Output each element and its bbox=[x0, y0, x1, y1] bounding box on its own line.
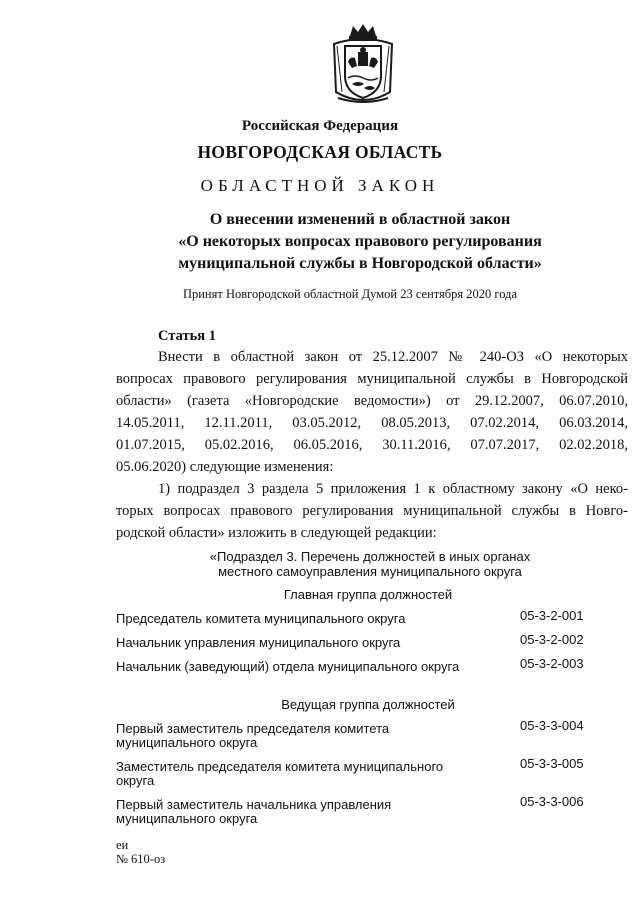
federation-heading: Российская Федерация bbox=[241, 118, 399, 134]
article-text-line: торых вопросах правового регулирования муниципальной службы в Новго- bbox=[116, 503, 628, 519]
position-code: 05-3-2-002 bbox=[520, 632, 584, 647]
position-name: Первый заместитель председателя комитета муниципального округа bbox=[116, 721, 390, 750]
position-name: Председатель комитета муниципального округа bbox=[116, 611, 406, 626]
article-text-line: 14.05.2011, 12.11.2011, 03.05.2012, 08.05.2013, 07.02.2014, 06.03.2014, bbox=[116, 415, 628, 431]
article-text-line: 05.06.2020) следующие изменения: bbox=[116, 459, 334, 475]
coat-of-arms-icon bbox=[328, 22, 398, 108]
subsection-heading-line: местного самоуправления муниципального округа bbox=[218, 564, 522, 579]
position-code: 05-3-2-001 bbox=[520, 608, 584, 623]
position-code: 05-3-3-005 bbox=[520, 756, 584, 771]
position-code: 05-3-3-004 bbox=[520, 718, 584, 733]
position-name: Первый заместитель начальника управления муниципального округа bbox=[116, 797, 392, 826]
position-group-title: Главная группа должностей bbox=[283, 587, 453, 602]
article-text-line: Внести в областной закон от 25.12.2007 № 240-ОЗ «О некоторых bbox=[158, 349, 628, 365]
position-name: Заместитель председателя комитета муниципального округа bbox=[116, 759, 444, 788]
position-group-title: Ведущая группа должностей bbox=[281, 697, 455, 712]
law-title-line: муниципальной службы в Новгородской области» bbox=[178, 255, 542, 272]
law-title-line: О внесении изменений в областной закон bbox=[209, 211, 511, 228]
article-heading: Статья 1 bbox=[158, 328, 216, 344]
law-title-line: «О некоторых вопросах правового регулирования bbox=[178, 233, 542, 250]
position-name: Начальник управления муниципального округа bbox=[116, 635, 401, 650]
article-text-line: 01.07.2015, 05.02.2016, 06.05.2016, 30.11.2016, 07.07.2017, 02.02.2018, bbox=[116, 437, 628, 453]
position-code: 05-3-2-003 bbox=[520, 656, 584, 671]
subsection-heading-line: «Подраздел 3. Перечень должностей в иных органах bbox=[209, 549, 531, 564]
position-code: 05-3-3-006 bbox=[520, 794, 584, 809]
article-text-line: родской области» изложить в следующей редакции: bbox=[116, 525, 437, 541]
position-name: Начальник (заведующий) отдела муниципального округа bbox=[116, 659, 460, 674]
region-heading: НОВГОРОДСКАЯ ОБЛАСТЬ bbox=[197, 142, 443, 162]
footer-doc-number: № 610-оз bbox=[116, 852, 166, 866]
article-text-line: области» (газета «Новгородские ведомости») от 29.12.2007, 06.07.2010, bbox=[116, 393, 628, 409]
article-text-line: вопросах правового регулирования муниципальной службы в Новгородской bbox=[116, 371, 628, 387]
footer-initials: еи bbox=[116, 838, 129, 852]
adoption-note: Принят Новгородской областной Думой 23 сентября 2020 года bbox=[182, 287, 518, 301]
article-text-line: 1) подраздел 3 раздела 5 приложения 1 к областному закону «О неко- bbox=[158, 481, 628, 497]
law-type-heading: ОБЛАСТНОЙ ЗАКОН bbox=[200, 176, 440, 195]
